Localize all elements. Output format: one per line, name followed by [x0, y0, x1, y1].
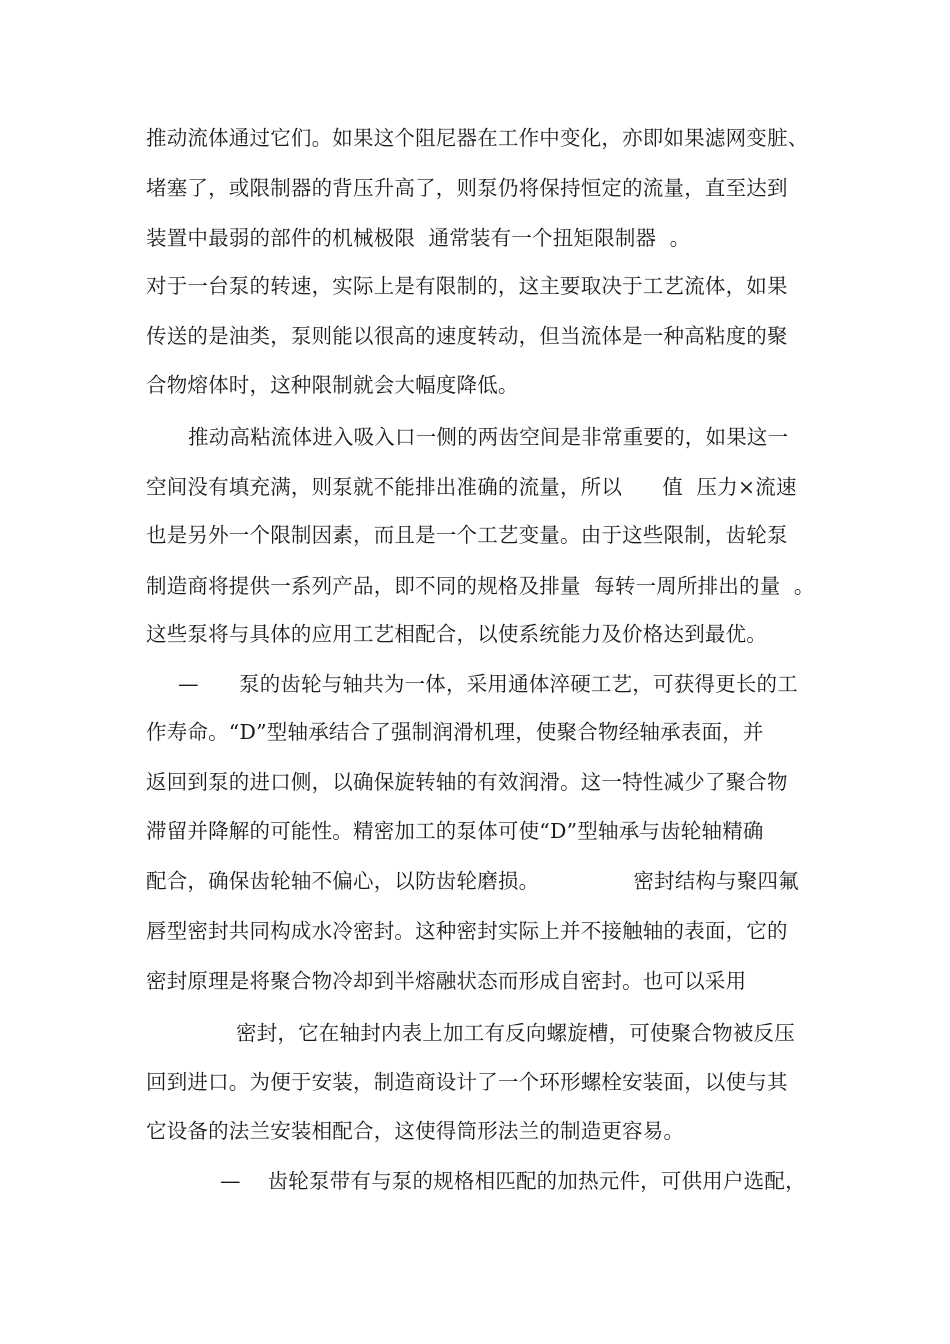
text-line-12: — 泵的齿轮与轴共为一体，采用通体淬硬工艺，可获得更长的工	[178, 672, 798, 696]
text-line-14: 返回到泵的进口侧，以确保旋转轴的有效润滑。这一特性减少了聚合物	[146, 770, 788, 794]
text-line-16: 配合，确保齿轮轴不偏心，以防齿轮磨损。 密封结构与聚四氟	[146, 869, 799, 893]
text-line-20: 回到进口。为便于安装，制造商设计了一个环形螺栓安装面，以使与其	[146, 1070, 788, 1094]
text-line-7: 推动高粘流体进入吸入口一侧的两齿空间是非常重要的，如果这一	[188, 425, 789, 449]
text-line-10: 制造商将提供一系列产品，即不同的规格及排量 每转一周所排出的量 。	[146, 574, 815, 598]
text-line-15: 滞留并降解的可能性。精密加工的泵体可使“D”型轴承与齿轮轴精确	[146, 819, 764, 843]
text-line-5: 传送的是油类，泵则能以很高的速度转动，但当流体是一种高粘度的聚	[146, 324, 788, 348]
text-line-17: 唇型密封共同构成水冷密封。这种密封实际上并不接触轴的表面，它的	[146, 919, 788, 943]
text-line-1: 推动流体通过它们。如果这个阻尼器在工作中变化，亦即如果滤网变脏、	[146, 126, 809, 150]
text-line-13: 作寿命。“D”型轴承结合了强制润滑机理，使聚合物经轴承表面，并	[146, 720, 764, 744]
text-line-2: 堵塞了，或限制器的背压升高了，则泵仍将保持恒定的流量，直至达到	[146, 176, 788, 200]
text-line-22: — 齿轮泵带有与泵的规格相匹配的加热元件，可供用户选配，	[220, 1169, 806, 1193]
text-line-21: 它设备的法兰安装相配合，这使得筒形法兰的制造更容易。	[146, 1119, 685, 1143]
text-line-4: 对于一台泵的转速，实际上是有限制的，这主要取决于工艺流体，如果	[146, 274, 788, 298]
text-line-19: 密封，它在轴封内表上加工有反向螺旋槽，可使聚合物被反压	[236, 1021, 795, 1045]
text-line-8: 空间没有填充满，则泵就不能排出准确的流量，所以 值 压力×流速	[146, 475, 797, 499]
text-line-11: 这些泵将与具体的应用工艺相配合，以使系统能力及价格达到最优。	[146, 622, 767, 646]
text-line-18: 密封原理是将聚合物冷却到半熔融状态而形成自密封。也可以采用	[146, 969, 747, 993]
text-line-6: 合物熔体时，这种限制就会大幅度降低。	[146, 373, 519, 397]
text-line-9: 也是另外一个限制因素，而且是一个工艺变量。由于这些限制，齿轮泵	[146, 523, 788, 547]
text-line-3: 装置中最弱的部件的机械极限 通常装有一个扭矩限制器 。	[146, 226, 691, 250]
